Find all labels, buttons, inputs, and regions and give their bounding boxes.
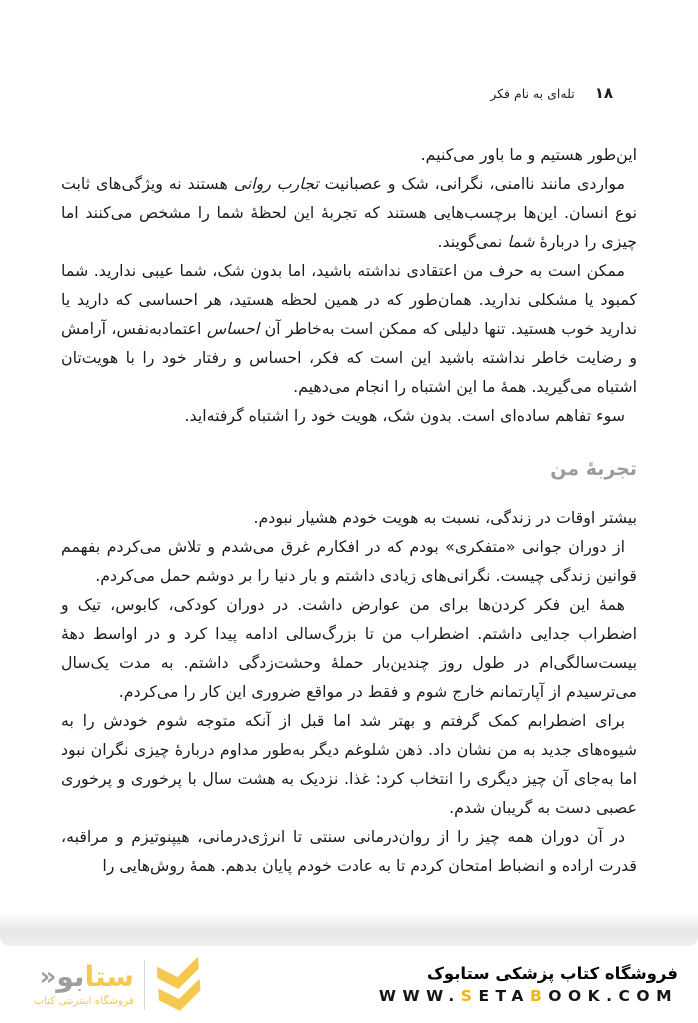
website-url[interactable]	[379, 987, 678, 1005]
body-paragraph	[61, 706, 637, 822]
url-segment: ETA	[478, 987, 530, 1005]
footer-banner	[0, 946, 698, 1023]
text-run: ممکن است به حرف من اعتقادی نداشته باشید، اما بدون شک، شما عیبی ندارید. شما کمبود یا مشکلی ندارید. همان‌طور که در همین لحظه هستید، هر احساسی که دارید یا ندارید خوب هستید. تنها دلیلی که ممکن است به‌خاطر آن	[61, 261, 637, 338]
running-title: تله‌ای به نام فکر	[490, 86, 575, 101]
logo-wordmark	[38, 962, 134, 992]
body-paragraph	[61, 822, 637, 880]
emphasis-run: احساس	[206, 319, 260, 338]
article	[61, 140, 637, 880]
body-paragraph	[61, 401, 637, 430]
store-block	[379, 964, 678, 1005]
text-run: همهٔ این فکر کردن‌ها برای من عوارض داشت. در دوران کودکی، کابوس، تیک و اضطراب جدایی داشتم. اضطراب من تا بزرگ‌سالی ادامه پیدا کرد و در اواسط دههٔ بیست‌سالگی‌ام در طول روز چندین‌بار حملهٔ وحشت‌زدگی داشتم. به مدت یک‌سال می‌ترسیدم از آپارتمانم خارج شوم و فقط در مواقع ضروری این کار را می‌کردم.	[61, 595, 637, 701]
wordmark-gray: بو	[56, 960, 85, 993]
store-title: فروشگاه کتاب پزشکی ستابوک	[427, 964, 678, 983]
body-paragraph	[61, 169, 637, 256]
page-shadow	[0, 912, 698, 946]
body-paragraph	[61, 590, 637, 706]
body-paragraph	[61, 503, 637, 532]
setabook-logo[interactable]	[34, 951, 201, 1019]
section-heading: تجربهٔ من	[550, 458, 637, 480]
text-run: مواردی مانند ناامنی، نگرانی، شک و عصبانیت	[318, 174, 625, 193]
url-segment: S	[460, 987, 479, 1005]
double-chevron-icon	[153, 949, 204, 1020]
emphasis-run: شما	[507, 232, 535, 251]
running-head	[490, 84, 613, 102]
logo-tagline: فروشگاه اینترنتی کتاب	[34, 995, 134, 1007]
text-run: در آن دوران همه چیز را از روان‌درمانی سنتی تا انرژی‌درمانی، هیپنوتیزم و مراقبه، قدرت اراده و انضباط امتحان کردم تا به عادت خودم پایان بدهم. همهٔ روش‌هایی را	[61, 827, 637, 875]
text-run: اعتمادبه‌نفس، آرامش و رضایت خاطر نداشته باشید این است که فکر، احساس و رفتار خود را با هویت‌تان اشتباه می‌گیرید. همهٔ ما این اشتباه را انجام می‌دهیم.	[61, 319, 637, 396]
text-run: این‌طور هستیم و ما باور می‌کنیم.	[420, 145, 637, 164]
body-paragraph	[61, 140, 637, 169]
body-paragraph	[61, 256, 637, 401]
stylized-kaf-mark: «	[39, 962, 57, 992]
url-segment: B	[529, 987, 549, 1005]
wordmark-gold: ستا	[84, 960, 134, 993]
text-run: از دوران جوانی «متفکری» بودم که در افکارم غرق می‌شدم و تلاش می‌کردم بفهمم قوانین زندگی چیست. نگرانی‌های زیادی داشتم و بار دنیا را بر دوشم حمل می‌کردم.	[61, 537, 637, 585]
page-number: ۱۸	[594, 84, 613, 102]
emphasis-run: تجارب روانی	[233, 174, 319, 193]
logo-text	[34, 962, 134, 1007]
body-paragraph	[61, 532, 637, 590]
text-run: سوء تفاهم ساده‌ای است. بدون شک، هویت خود را اشتباه گرفته‌اید.	[184, 406, 625, 425]
url-segment: OOK.COM	[548, 987, 678, 1005]
text-run: بیشتر اوقات در زندگی، نسبت به هویت خودم هشیار نبودم.	[253, 508, 637, 527]
text-run: برای اضطرابم کمک گرفتم و بهتر شد اما قبل از آنکه متوجه شوم خودش را به شیوه‌های جدید به من نشان داد. ذهن شلوغم دیگر به‌طور مداوم دربارهٔ چیزی نگران نبود اما به‌جای آن چیز دیگری را انتخاب کرد: غذا. نزدیک به هشت سال با پرخوری و پرخوری عصبی دست به گریبان شدم.	[61, 711, 637, 817]
text-run: هستند نه ویژگی‌های ثابت نوع انسان. این‌ها برچسب‌هایی هستند که تجربهٔ این لحظهٔ شما را مشخص می‌کنند اما چیزی را دربارهٔ	[61, 174, 637, 251]
logo-divider	[144, 960, 146, 1010]
url-segment: WWW.	[378, 987, 461, 1005]
text-run: نمی‌گویند.	[437, 232, 508, 251]
